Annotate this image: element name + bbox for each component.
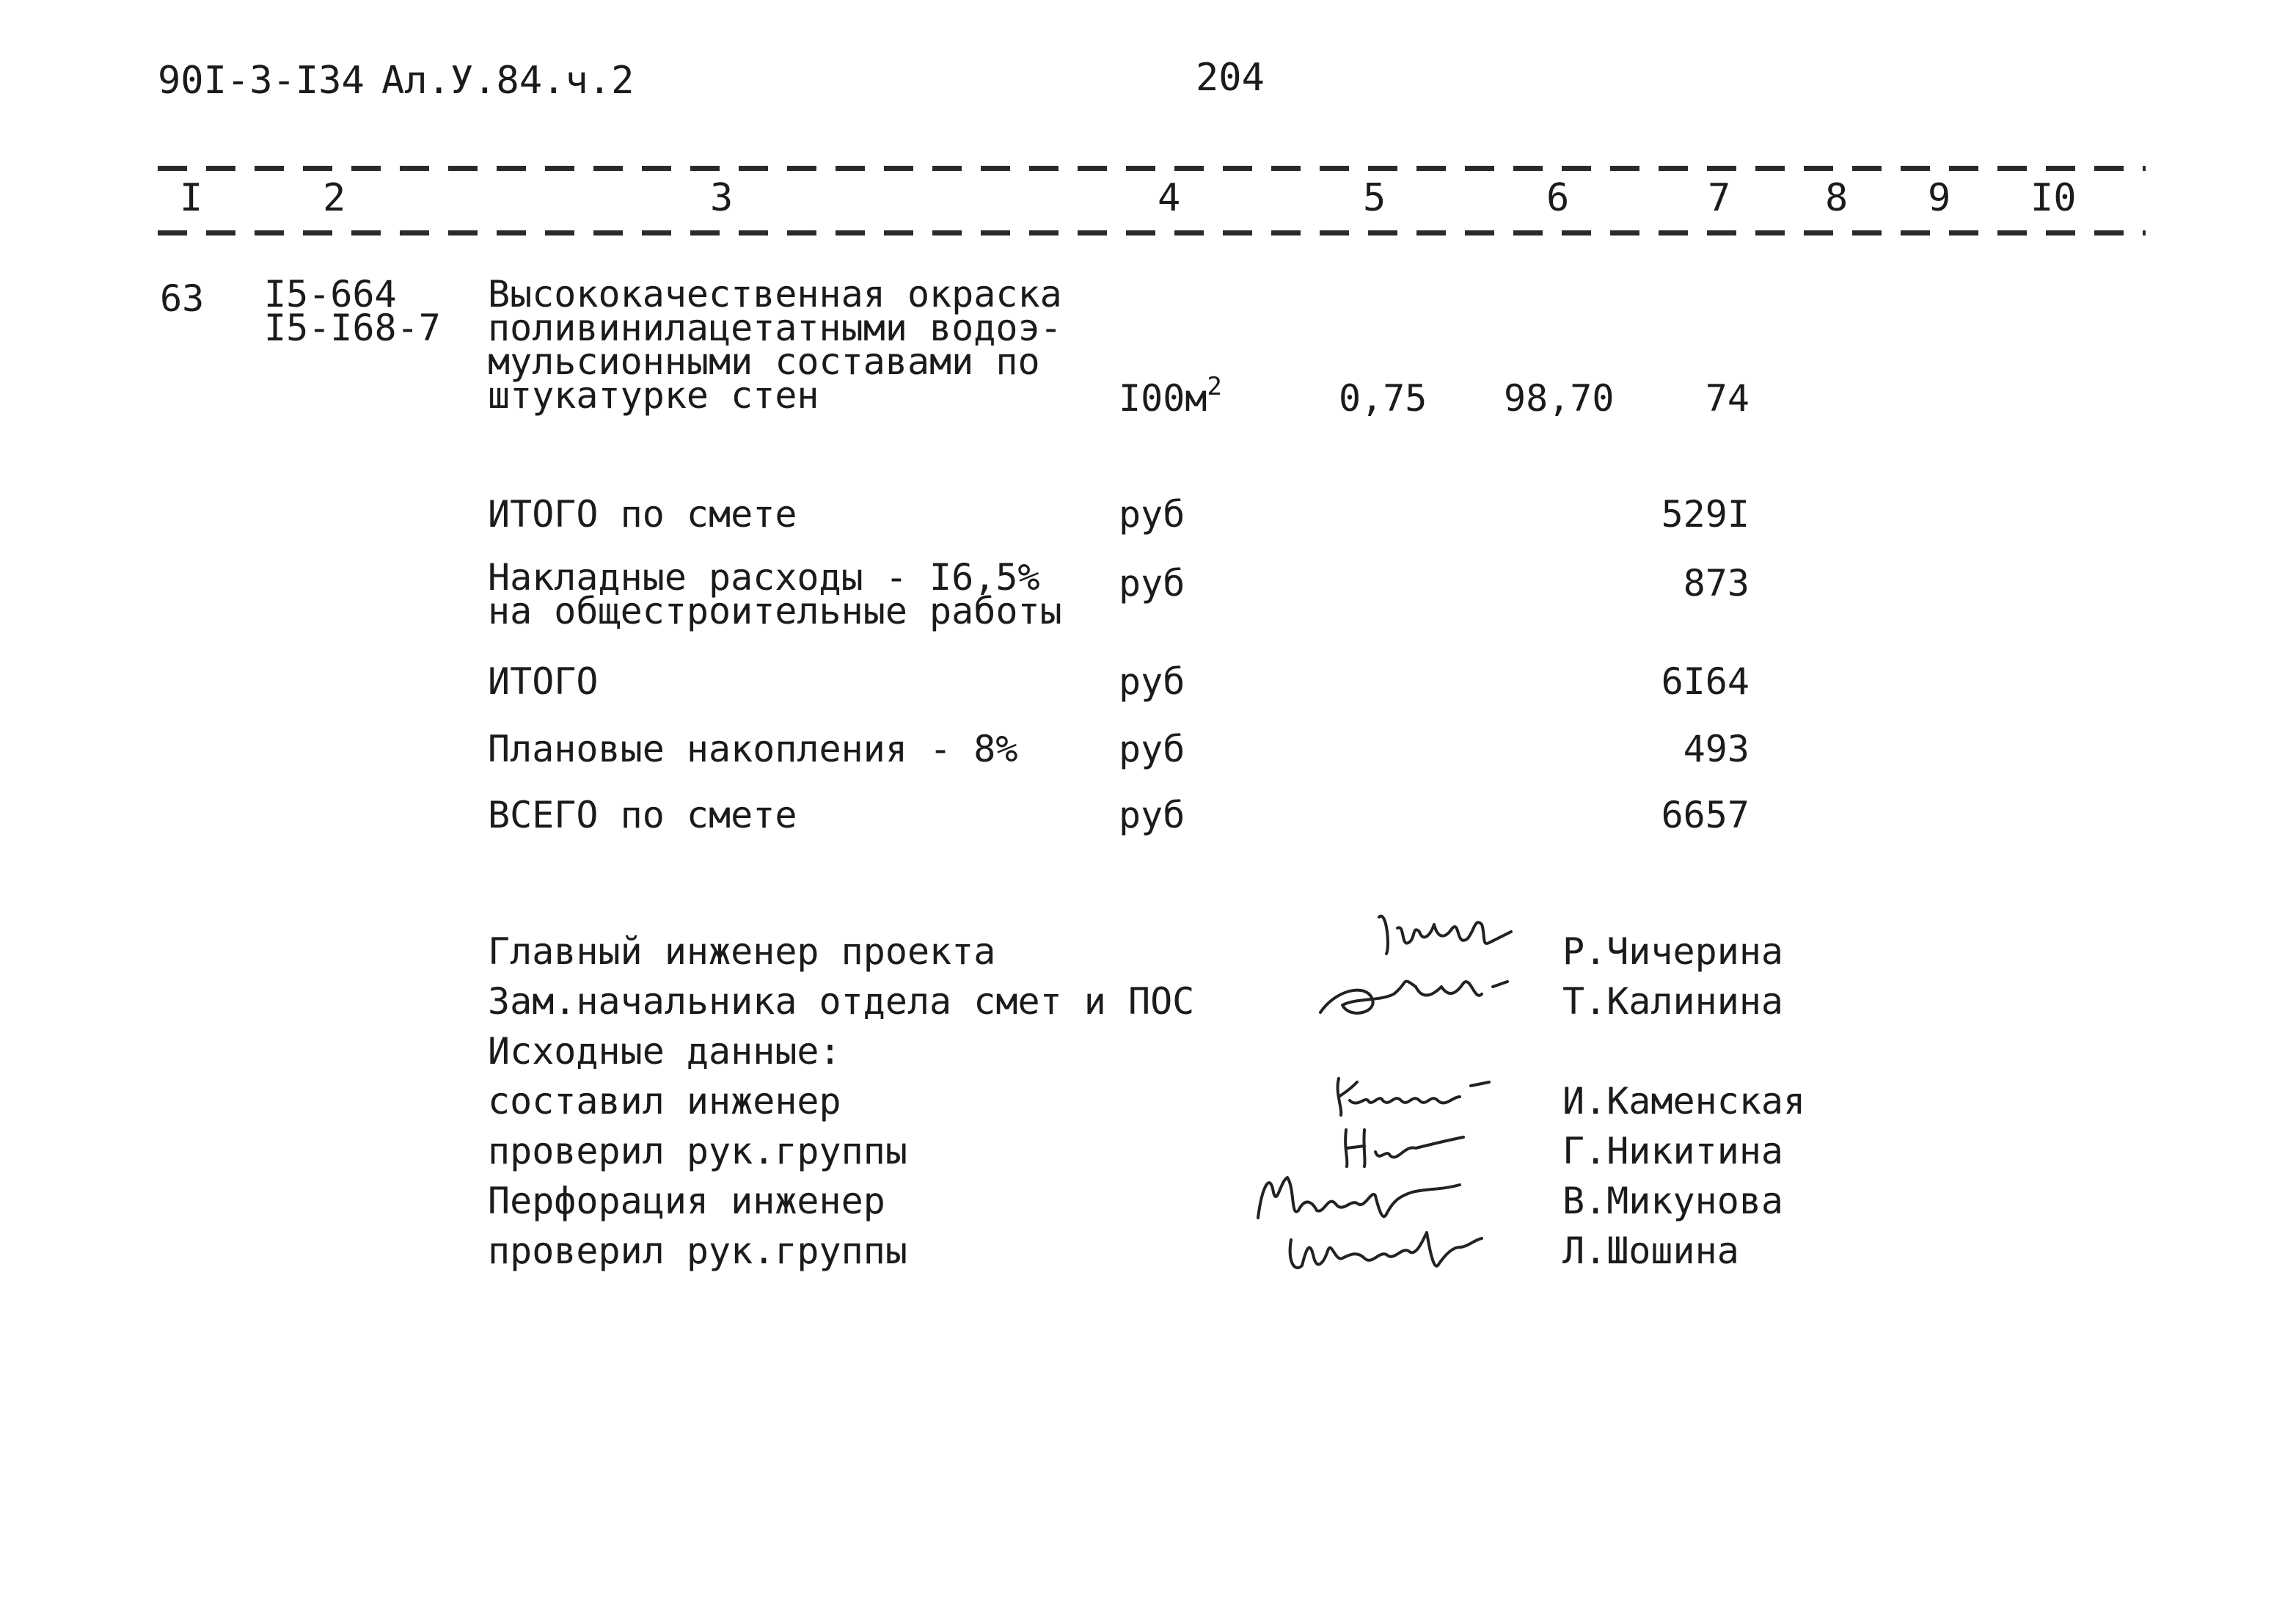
item-codes (264, 273, 441, 349)
signature-role: Перфорация инженер (488, 1180, 885, 1222)
summary-unit: руб (1119, 728, 1185, 770)
summary-value: 493 (1683, 728, 1750, 770)
summary-label: ИТОГО (488, 660, 599, 703)
item-price: 98,70 (1504, 377, 1615, 420)
signature-role: Главный инженер проекта (488, 930, 996, 973)
table-header-rule (158, 230, 2146, 235)
summary-value: 873 (1683, 562, 1750, 605)
item-unit (1119, 372, 1222, 420)
column-number: 7 (1708, 176, 1731, 220)
page-number: 204 (1196, 56, 1265, 100)
signature-role: Зам.начальника отдела смет и ПОС (488, 980, 1195, 1023)
description-line: Высококачественная окраска (488, 273, 1062, 315)
signatory-name: И.Каменская (1562, 1080, 1806, 1122)
summary-label (488, 556, 1062, 632)
signatory-name: Т.Калинина (1562, 980, 1784, 1023)
column-number: 2 (323, 176, 346, 220)
description-line: штукатурке стен (488, 374, 819, 417)
summary-unit: руб (1119, 794, 1185, 836)
description-line: мульсионными составами по (488, 340, 1040, 383)
summary-label: Плановые накопления - 8% (488, 728, 1018, 770)
summary-label: ВСЕГО по смете (488, 794, 797, 836)
signatory-name: Р.Чичерина (1562, 930, 1784, 973)
summary-unit: руб (1119, 660, 1185, 703)
signature-role: проверил рук.группы (488, 1230, 907, 1272)
summary-value: 6657 (1661, 794, 1750, 836)
summary-unit: руб (1119, 562, 1185, 605)
item-quantity: 0,75 (1339, 377, 1427, 420)
album-reference: Ал.У.84.ч.2 (381, 59, 635, 103)
handwritten-signature (1306, 961, 1540, 1027)
column-number: 3 (710, 176, 734, 220)
item-description (488, 273, 1062, 417)
summary-label-line: Накладные расходы - I6,5% (488, 556, 1040, 599)
column-number: I0 (2030, 176, 2077, 220)
summary-value: 529I (1661, 493, 1750, 536)
signatory-name: Г.Никитина (1562, 1130, 1784, 1172)
item-total: 74 (1705, 377, 1750, 420)
summary-label: ИТОГО по смете (488, 493, 797, 536)
handwritten-signature (1328, 1064, 1504, 1122)
item-code: I5-664 (264, 273, 397, 315)
unit-base: I00м (1119, 377, 1207, 420)
signature-role: составил инженер (488, 1080, 841, 1122)
unit-exponent: 2 (1207, 372, 1222, 401)
handwritten-signature (1276, 1211, 1496, 1284)
signature-role: проверил рук.группы (488, 1130, 907, 1172)
column-number: 4 (1158, 176, 1181, 220)
summary-value: 6I64 (1661, 660, 1750, 703)
column-number: 8 (1825, 176, 1849, 220)
signature-role: Исходные данные: (488, 1030, 841, 1073)
signatory-name: Л.Шошина (1562, 1230, 1739, 1272)
table-top-rule (158, 166, 2146, 171)
column-number: 6 (1546, 176, 1570, 220)
summary-label-line: на общестроительные работы (488, 590, 1062, 632)
column-number: 9 (1928, 176, 1951, 220)
handwritten-signature (1364, 902, 1526, 961)
document-code: 90I-3-I34 (158, 59, 365, 103)
item-number: 63 (160, 277, 205, 320)
signatory-name: В.Микунова (1562, 1180, 1784, 1222)
item-code: I5-I68-7 (264, 307, 441, 349)
summary-unit: руб (1119, 493, 1185, 536)
description-line: поливинилацетатными водоэ- (488, 307, 1062, 349)
column-number: I (180, 176, 203, 220)
column-number: 5 (1363, 176, 1386, 220)
